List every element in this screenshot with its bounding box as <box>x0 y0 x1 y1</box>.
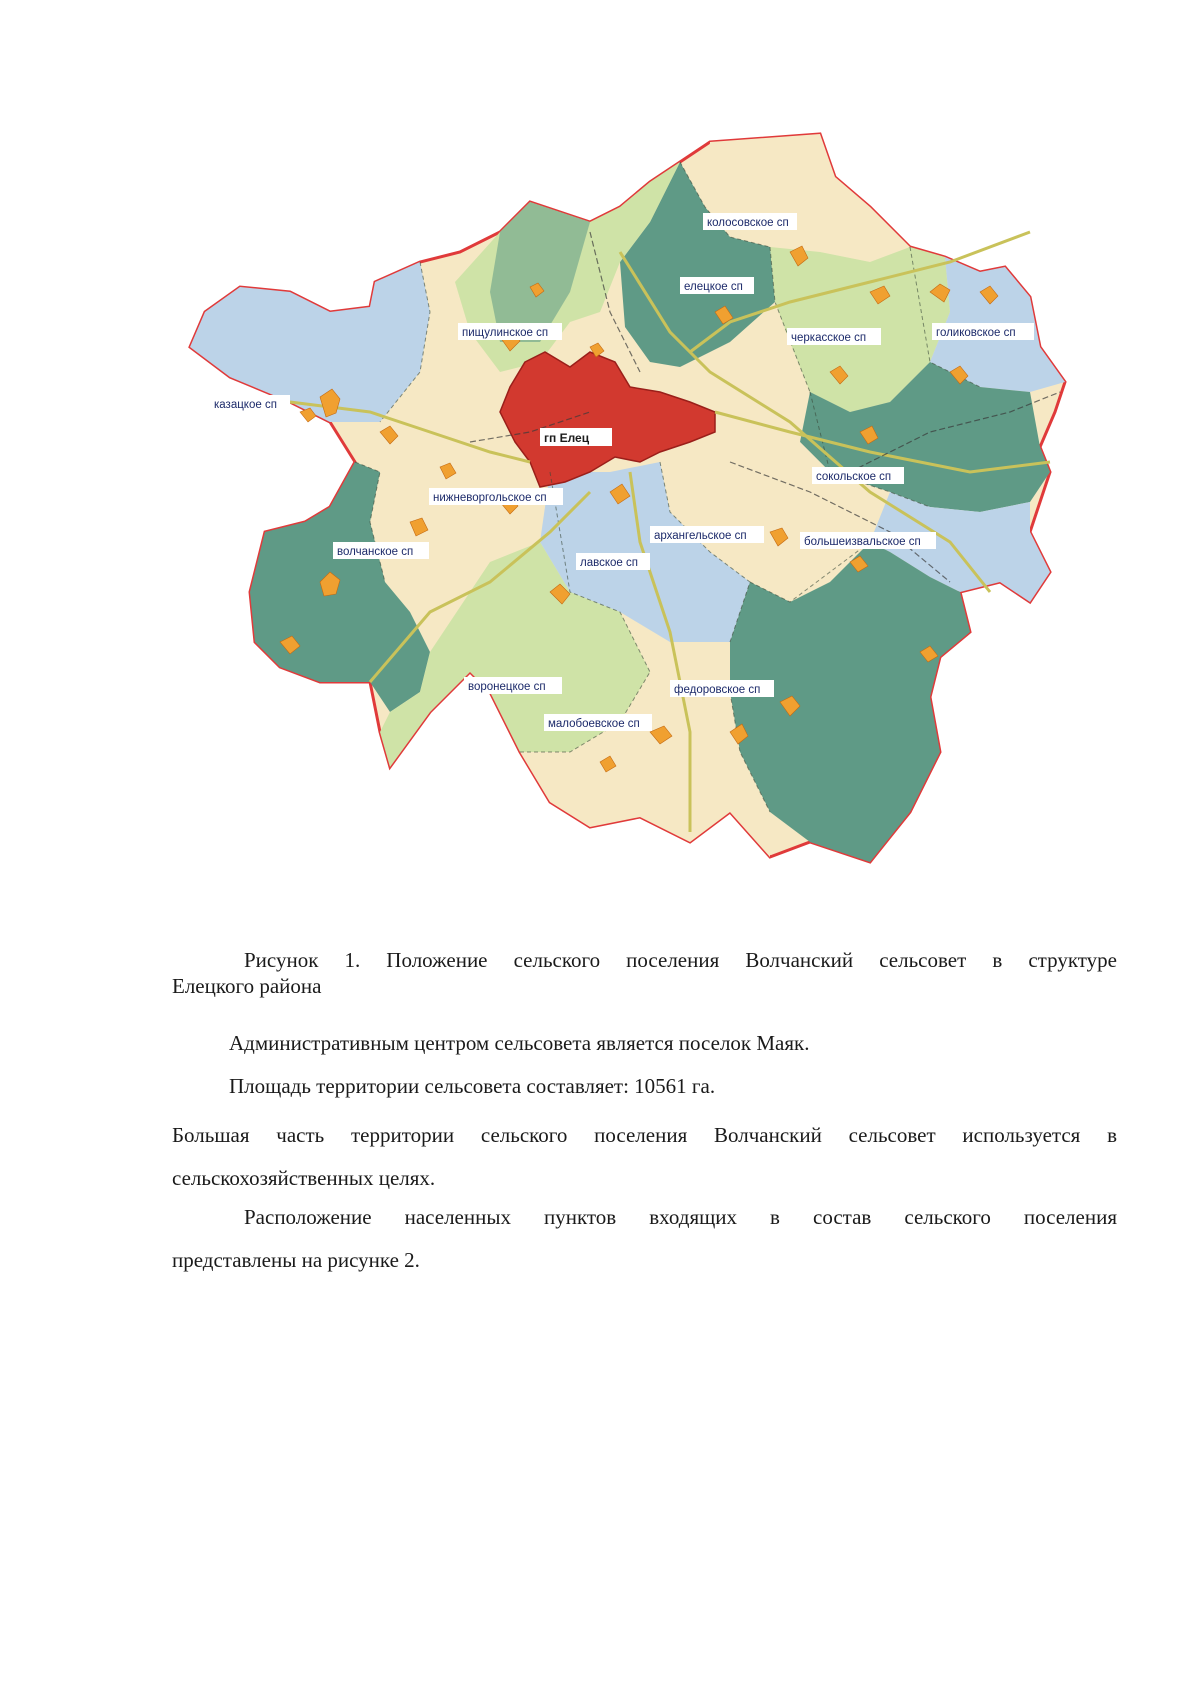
label-arkhangelskoe <box>650 526 764 543</box>
label-eletskoe <box>680 277 754 294</box>
label-nizhnevorgolskoe <box>429 488 563 505</box>
paragraph-land-use <box>172 1114 1117 1200</box>
svg-text:волчанское сп: волчанское сп <box>337 546 414 558</box>
label-bolsheizvalskoe <box>800 532 936 549</box>
svg-text:сокольское сп: сокольское сп <box>816 471 892 483</box>
label-kolosovskoe <box>703 213 797 230</box>
district-map-svg <box>170 112 1140 942</box>
svg-text:колосовское сп: колосовское сп <box>707 217 789 229</box>
label-fedorovskoe <box>670 680 774 697</box>
svg-text:федоровское сп: федоровское сп <box>674 684 761 696</box>
label-sokolskoe <box>812 467 904 484</box>
label-maloboevskoe <box>544 714 652 731</box>
caption-line-1: Рисунок 1. Положение сельского поселения Волчанский сельсовет в структуре <box>244 948 1117 972</box>
svg-text:большеизвальское сп: большеизвальское сп <box>804 536 921 548</box>
label-golikovskoe <box>932 323 1034 340</box>
district-map <box>170 112 1140 942</box>
paragraph-location-line-2: представлены на рисунке 2. <box>172 1248 420 1272</box>
svg-text:черкасское сп: черкасское сп <box>791 332 867 344</box>
label-pishchulinskoe <box>458 323 562 340</box>
label-gp-elets <box>540 428 612 446</box>
svg-text:гп Елец: гп Елец <box>544 431 590 445</box>
svg-text:архангельское сп: архангельское сп <box>654 530 747 542</box>
svg-text:нижневоргольское сп: нижневоргольское сп <box>433 492 547 504</box>
paragraph-admin-center: Административным центром сельсовета является поселок Маяк. <box>229 1031 810 1055</box>
paragraph-location <box>172 1196 1117 1282</box>
svg-text:лавское сп: лавское сп <box>580 557 638 569</box>
paragraph-land-use-line-1: Большая часть территории сельского поселения Волчанский сельсовет используется в <box>172 1123 1117 1147</box>
label-lavskoe <box>576 553 650 570</box>
paragraph-land-use-line-2: сельскохозяйственных целях. <box>172 1166 436 1190</box>
svg-text:пищулинское сп: пищулинское сп <box>462 327 549 339</box>
svg-text:голиковское сп: голиковское сп <box>936 327 1016 339</box>
label-cherkasskoe <box>787 328 881 345</box>
svg-text:воронецкое сп: воронецкое сп <box>468 681 546 693</box>
label-voronetskoe <box>464 677 562 694</box>
label-kazatskoe <box>210 395 290 412</box>
figure-caption <box>172 947 1117 999</box>
svg-text:елецкое сп: елецкое сп <box>684 281 743 293</box>
svg-text:казацкое сп: казацкое сп <box>214 399 277 411</box>
caption-line-2: Елецкого района <box>172 974 322 998</box>
label-volchanskoe <box>333 542 429 559</box>
paragraph-area: Площадь территории сельсовета составляет: 10561 га. <box>229 1074 716 1098</box>
svg-text:малобоевское сп: малобоевское сп <box>548 718 640 730</box>
paragraph-location-line-1: Расположение населенных пунктов входящих в состав сельского поселения <box>244 1205 1117 1229</box>
